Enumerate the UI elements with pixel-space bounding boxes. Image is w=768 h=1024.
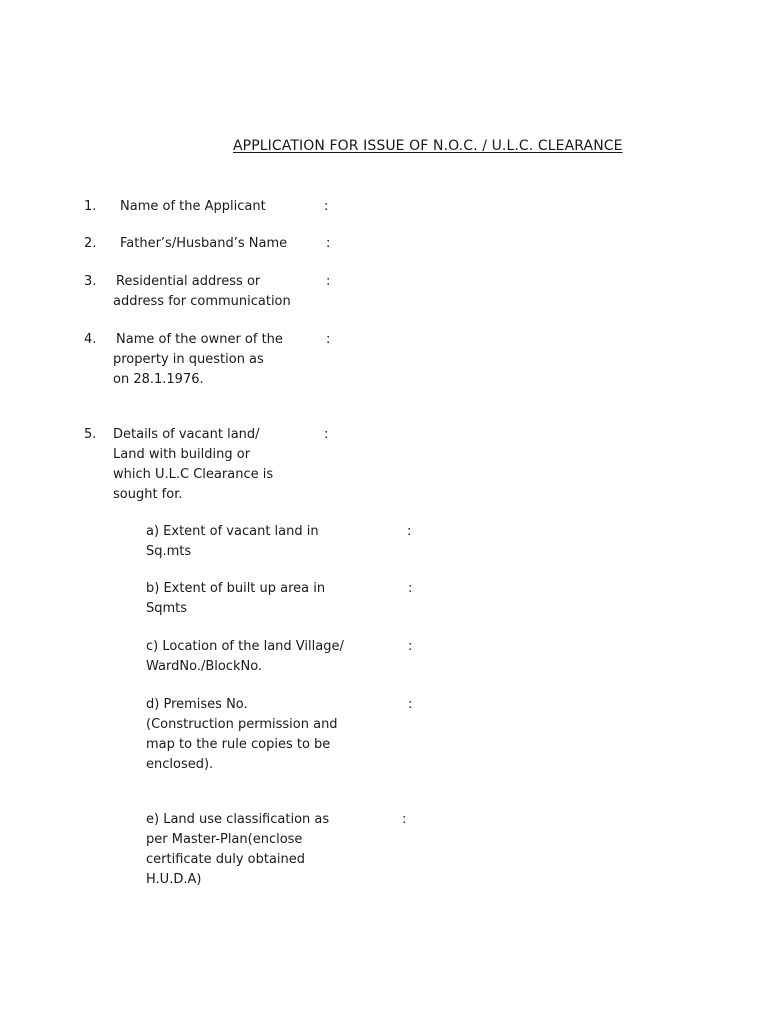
- subitem-d-line-2: (Construction permission and: [146, 717, 338, 732]
- item-5-label: [113, 425, 273, 505]
- item-2-label: [120, 234, 287, 254]
- subitem-e-line-1: e) Land use classification as: [146, 812, 330, 827]
- item-3-label: [113, 272, 291, 312]
- subitem-c-line-1: c) Location of the land Village/: [146, 639, 344, 654]
- item-2-number: 2.: [84, 236, 97, 251]
- item-1-line-1: Name of the Applicant: [120, 199, 266, 214]
- subitem-a-line-2: Sq.mts: [146, 544, 192, 559]
- item-1-number: 1.: [84, 199, 97, 214]
- item-5-line-3: which U.L.C Clearance is: [113, 467, 274, 482]
- subitem-d-line-1: d) Premises No.: [146, 697, 248, 712]
- subitem-d-line-3: map to the rule copies to be: [146, 737, 331, 752]
- subitem-b-line-1: b) Extent of built up area in: [146, 581, 326, 596]
- subitem-e-colon: :: [402, 812, 407, 827]
- subitem-b-colon: :: [408, 581, 413, 596]
- subitem-d-label: [146, 695, 338, 775]
- item-5-line-1: Details of vacant land/: [113, 427, 260, 442]
- subitem-c-line-2: WardNo./BlockNo.: [146, 659, 263, 674]
- document-title: APPLICATION FOR ISSUE OF N.O.C. / U.L.C. CLEARANCE: [233, 138, 623, 154]
- subitem-c-label: [146, 637, 344, 677]
- item-4-line-3: on 28.1.1976.: [113, 372, 204, 387]
- subitem-a-line-1: a) Extent of vacant land in: [146, 524, 319, 539]
- item-5-line-2: Land with building or: [113, 447, 251, 462]
- item-5-line-4: sought for.: [113, 487, 183, 502]
- item-2-colon: :: [326, 236, 331, 251]
- subitem-a-colon: :: [407, 524, 412, 539]
- item-4-number: 4.: [84, 332, 97, 347]
- item-4-line-1: Name of the owner of the: [116, 332, 283, 347]
- item-3-colon: :: [326, 274, 331, 289]
- item-3-line-2: address for communication: [113, 294, 291, 309]
- item-2-line-1: Father’s/Husband’s Name: [120, 236, 288, 251]
- item-3-number: 3.: [84, 274, 97, 289]
- subitem-d-colon: :: [408, 697, 413, 712]
- subitem-e-label: [146, 810, 329, 890]
- item-1-colon: :: [324, 199, 329, 214]
- item-5-number: 5.: [84, 427, 97, 442]
- item-1-label: [120, 197, 266, 217]
- item-4-line-2: property in question as: [113, 352, 264, 367]
- subitem-b-line-2: Sqmts: [146, 601, 188, 616]
- item-3-line-1: Residential address or: [116, 274, 261, 289]
- item-5-colon: :: [324, 427, 329, 442]
- item-4-label: [113, 330, 283, 390]
- subitem-b-label: [146, 579, 325, 619]
- subitem-e-line-4: H.U.D.A): [146, 872, 202, 887]
- item-4-colon: :: [326, 332, 331, 347]
- subitem-e-line-2: per Master-Plan(enclose: [146, 832, 303, 847]
- subitem-a-label: [146, 522, 319, 562]
- subitem-e-line-3: certificate duly obtained: [146, 852, 306, 867]
- subitem-c-colon: :: [408, 639, 413, 654]
- subitem-d-line-4: enclosed).: [146, 757, 214, 772]
